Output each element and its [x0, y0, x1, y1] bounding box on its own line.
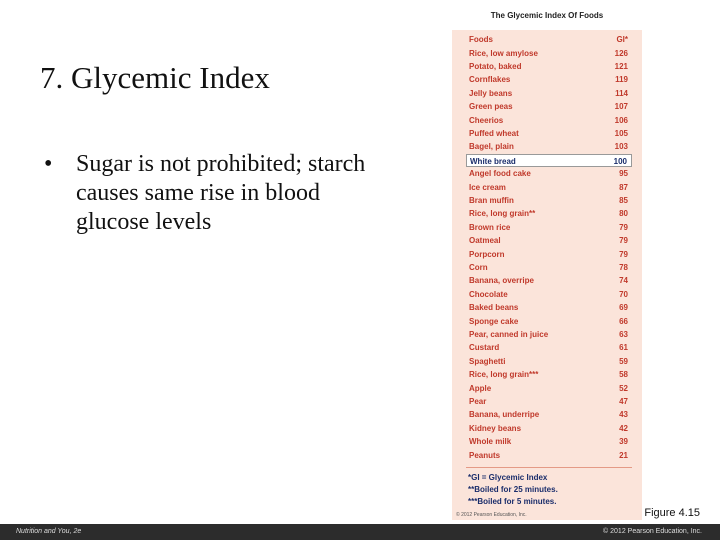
food-name: Rice, low amylose [469, 48, 538, 58]
gi-value: 42 [619, 423, 628, 433]
table-row [466, 341, 632, 354]
gi-value: 59 [619, 356, 628, 366]
table-row [466, 207, 632, 220]
table-column-headers [466, 33, 632, 46]
gi-value: 106 [614, 115, 628, 125]
table-row [466, 315, 632, 328]
food-name: Rice, long grain*** [469, 370, 539, 380]
food-name: Custard [469, 343, 500, 353]
footer-copyright: © 2012 Pearson Education, Inc. [603, 528, 702, 535]
gi-value: 21 [619, 450, 628, 460]
table-row [466, 274, 632, 287]
food-name: Bran muffin [469, 195, 514, 205]
footer-bar [0, 524, 720, 540]
slide-title: 7. Glycemic Index [40, 60, 270, 95]
table-row [466, 435, 632, 448]
gi-value: 69 [619, 303, 628, 313]
table-row [466, 328, 632, 341]
figure-label: Figure 4.15 [644, 507, 700, 519]
gi-value: 79 [619, 249, 628, 259]
table-row [466, 194, 632, 207]
food-name: Banana, overripe [469, 276, 534, 286]
food-name: Angel food cake [469, 169, 531, 179]
table-header: The Glycemic Index Of Foods [452, 6, 642, 30]
table-row [466, 140, 632, 153]
gi-value: 114 [615, 88, 628, 98]
food-name: Brown rice [469, 222, 511, 232]
food-name: Banana, underripe [469, 410, 540, 420]
food-name: Kidney beans [469, 423, 522, 433]
gi-value: 107 [614, 102, 628, 112]
gi-value: 95 [619, 169, 628, 179]
table-row [466, 47, 632, 60]
table-row [466, 167, 632, 180]
gi-value: 61 [619, 343, 628, 353]
table-row [466, 449, 632, 462]
table-notes [468, 472, 638, 508]
food-name: Cornflakes [469, 75, 511, 85]
table-row [466, 301, 632, 314]
gi-value: 58 [619, 370, 628, 380]
gi-value: 100 [613, 156, 627, 166]
gi-value: 47 [619, 396, 628, 406]
note-boiled-25: **Boiled for 25 minutes. [468, 485, 558, 494]
gi-value: 105 [614, 128, 628, 138]
note-boiled-5: ***Boiled for 5 minutes. [468, 497, 557, 506]
gi-value: 39 [619, 437, 628, 447]
food-name: Pear [469, 396, 487, 406]
gi-value: 78 [619, 262, 628, 272]
gi-value: 63 [619, 329, 628, 339]
table-copyright: © 2012 Pearson Education, Inc. [456, 512, 527, 518]
column-gi: GI* [616, 35, 628, 44]
gi-value: 79 [619, 236, 628, 246]
food-name: White bread [470, 156, 516, 166]
bullet-text: Sugar is not prohibited; starch causes same rise in blood glucose levels [76, 151, 366, 235]
food-name: Puffed wheat [469, 128, 519, 138]
food-name: Rice, long grain** [469, 209, 536, 219]
column-foods: Foods [469, 35, 493, 44]
note-gi: *GI = Glycemic Index [468, 473, 548, 482]
table-row [466, 181, 632, 194]
food-name: Whole milk [469, 437, 512, 447]
glycemic-index-table [452, 6, 642, 520]
gi-value: 85 [619, 195, 628, 205]
food-name: Cheerios [469, 115, 504, 125]
table-row [466, 234, 632, 247]
gi-value: 74 [619, 276, 628, 286]
table-row [466, 368, 632, 381]
table-row [466, 355, 632, 368]
food-name: Green peas [469, 102, 513, 112]
footer-book-title: Nutrition and You, 2e [16, 528, 82, 535]
gi-value: 52 [619, 383, 628, 393]
table-row [466, 288, 632, 301]
table-row [466, 127, 632, 140]
gi-value: 70 [619, 289, 628, 299]
gi-value: 119 [615, 75, 628, 85]
food-name: Oatmeal [469, 236, 501, 246]
food-name: Chocolate [469, 289, 508, 299]
food-name: Baked beans [469, 303, 519, 313]
table-row [466, 248, 632, 261]
food-name: Corn [469, 262, 488, 272]
table-row [466, 87, 632, 100]
gi-value: 121 [614, 61, 628, 71]
food-name: Ice cream [469, 182, 506, 192]
bullet-point [44, 150, 384, 237]
gi-value: 126 [614, 48, 628, 58]
table-row [466, 221, 632, 234]
table-row [466, 60, 632, 73]
food-name: Apple [469, 383, 492, 393]
food-name: Sponge cake [469, 316, 519, 326]
table-row [466, 114, 632, 127]
food-name: Potato, baked [469, 61, 522, 71]
table-row [466, 382, 632, 395]
table-row [466, 100, 632, 113]
bullet-marker: • [44, 151, 53, 177]
gi-value: 80 [619, 209, 628, 219]
food-name: Peanuts [469, 450, 501, 460]
food-name: Pear, canned in juice [469, 329, 549, 339]
table-row [466, 408, 632, 421]
table-row [466, 395, 632, 408]
gi-value: 79 [619, 222, 628, 232]
gi-value: 87 [619, 182, 628, 192]
table-row [466, 73, 632, 86]
gi-value: 43 [619, 410, 628, 420]
gi-value: 66 [619, 316, 628, 326]
table-bottom-rule [466, 467, 632, 468]
food-name: Porpcorn [469, 249, 505, 259]
food-name: Jelly beans [469, 88, 513, 98]
table-row [466, 154, 632, 167]
food-name: Spaghetti [469, 356, 506, 366]
table-row [466, 422, 632, 435]
food-name: Bagel, plain [469, 142, 514, 152]
gi-value: 103 [614, 142, 628, 152]
table-row [466, 261, 632, 274]
